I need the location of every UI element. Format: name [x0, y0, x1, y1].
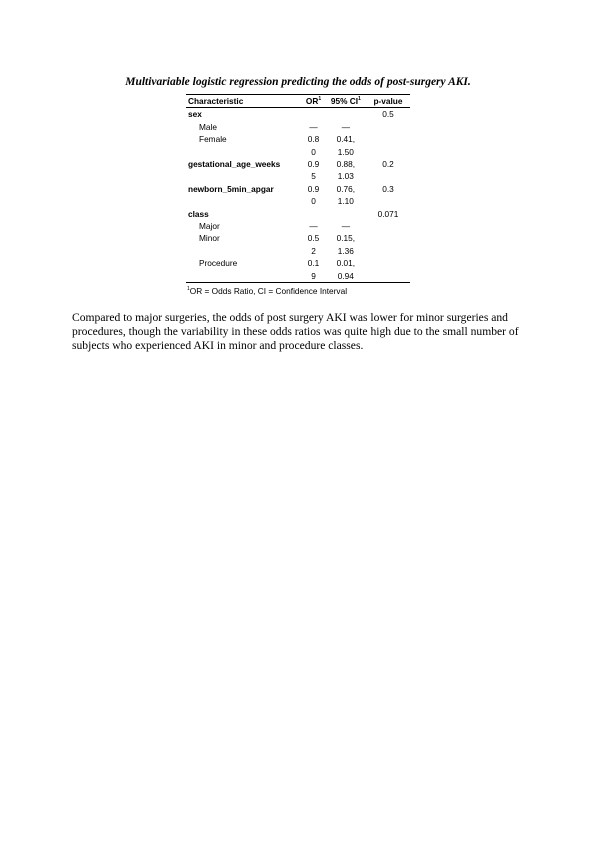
cell-or: — [309, 121, 318, 132]
table-row [186, 183, 410, 208]
table-row [186, 257, 410, 282]
cell-p-value: 0.5 [382, 109, 394, 120]
cell-or: 0.9 5 [307, 159, 320, 182]
table-header-row [186, 95, 410, 108]
cell-characteristic: Male [199, 121, 217, 132]
table-row [186, 121, 410, 133]
cell-or [301, 108, 325, 121]
table-caption: Multivariable logistic regression predicting the odds of post-surgery AKI. [125, 76, 471, 88]
table-row [186, 133, 410, 158]
cell-or: 0.9 0 [307, 183, 320, 207]
cell-ci: 0.41, 1.50 [336, 134, 356, 157]
cell-p-value [366, 257, 410, 282]
table-row [186, 158, 410, 183]
body-paragraph: Compared to major surgeries, the odds of post surgery AKI was lower for minor surgeries and procedures, though the variability in these odds ratios was quite high due to the small number of subjects who experienced AKI in minor and procedure classes. [72, 311, 519, 353]
cell-p-value: 0.071 [377, 208, 399, 219]
cell-ci: 0.76, 1.10 [336, 183, 356, 207]
cell-ci: — [341, 221, 350, 232]
table-row [186, 232, 410, 257]
cell-ci [326, 108, 366, 121]
table-footnote: $^1$OR = Odds Ratio, CI = Confidence Interval [187, 286, 348, 296]
cell-characteristic: newborn_5min_apgar [188, 183, 274, 194]
cell-ci: 0.88, 1.03 [336, 159, 356, 182]
cell-or: 0.8 0 [307, 134, 320, 157]
regression-table [186, 94, 410, 283]
cell-characteristic: Procedure [186, 257, 301, 282]
cell-characteristic: Minor [199, 233, 220, 244]
cell-ci: 0.15, 1.36 [336, 233, 356, 256]
cell-p-value [366, 121, 410, 133]
header-p-value: p-value [366, 95, 410, 108]
cell-or: 0.5 2 [307, 233, 320, 256]
cell-p-value [366, 232, 410, 257]
cell-ci: — [341, 121, 350, 132]
cell-characteristic: class [188, 208, 209, 219]
cell-characteristic: gestational_age_weeks [188, 159, 281, 170]
table-row [186, 220, 410, 232]
table-row [186, 108, 410, 121]
cell-ci: 0.01, 0.94 [326, 257, 366, 282]
cell-or [301, 208, 325, 220]
cell-characteristic: Female [199, 134, 227, 145]
cell-p-value [366, 133, 410, 158]
header-characteristic: Characteristic [186, 95, 301, 108]
cell-p-value [366, 220, 410, 232]
cell-or: 0.1 9 [301, 257, 325, 282]
cell-p-value: 0.2 [382, 159, 394, 170]
header-or: $OR^1$ [301, 95, 325, 108]
cell-or: — [309, 221, 318, 232]
header-ci: 95% $CI^1$ [326, 95, 366, 108]
cell-p-value: 0.3 [382, 183, 394, 194]
cell-characteristic: Major [199, 221, 220, 232]
table-row [186, 208, 410, 220]
cell-characteristic: sex [188, 109, 202, 120]
cell-ci [326, 208, 366, 220]
